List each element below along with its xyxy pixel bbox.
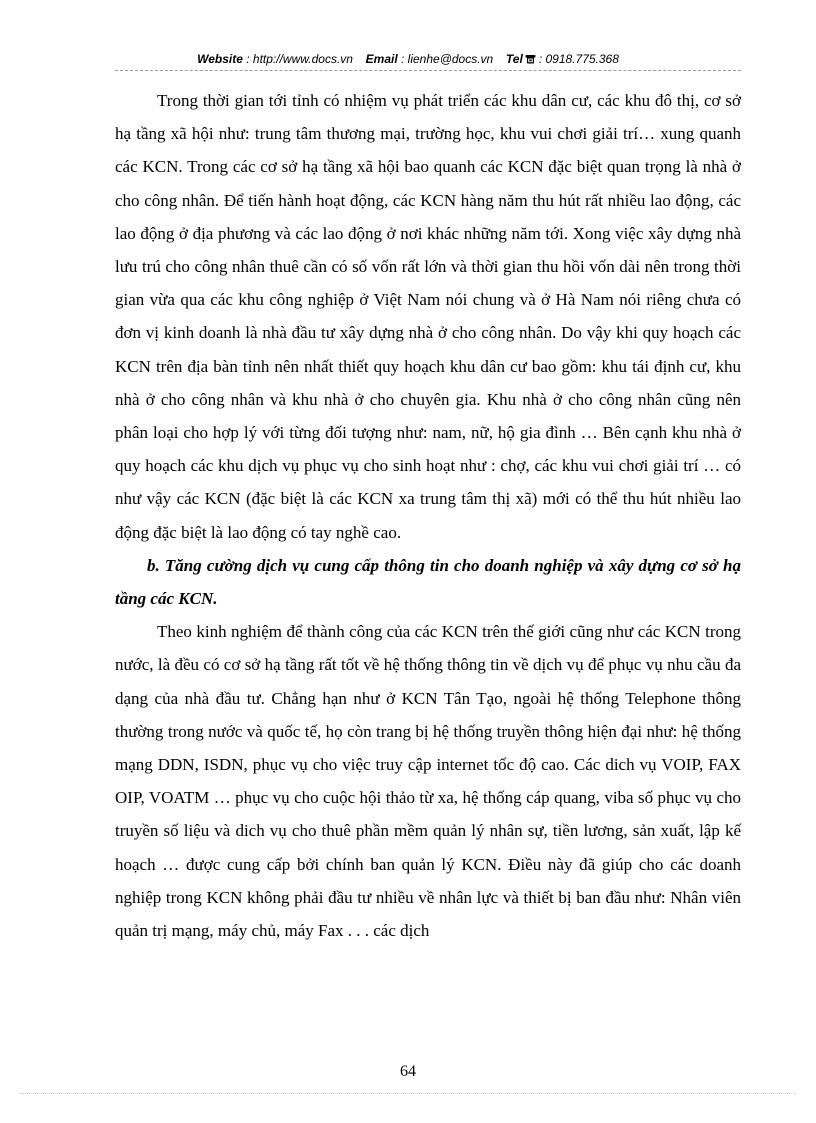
email-label: Email: [365, 52, 398, 66]
telephone-icon: [525, 54, 536, 64]
header-divider: [115, 70, 741, 71]
website-url: : http://www.docs.vn: [246, 52, 353, 66]
document-body: [115, 84, 741, 947]
tel-number: : 0918.775.368: [538, 52, 619, 66]
footer-divider: [20, 1093, 796, 1094]
section-heading: b. Tăng cường dịch vụ cung cấp thông tin cho doanh nghiệp và xây dựng cơ sở hạ tầng các KCN.: [115, 555, 741, 609]
email-address: : lienhe@docs.vn: [401, 52, 494, 66]
body-paragraph: Theo kinh nghiệm để thành công của các KCN trên thế giới cũng như các KCN trong nước, là đều có cơ sở hạ tầng rất tốt về hệ thống thông tin về dịch vụ để phục vụ nhu cầu đa dạng của nhà đầu tư. Chẳng hạn như ở KCN Tân Tạo, ngoài hệ thống Telephone thông thường trong nước và quốc tế, họ còn trang bị hệ thống truyền thông hiện đại như: hệ thống mạng DDN, ISDN, phục vụ cho việc truy cập internet tốc độ cao. Các dich vụ VOIP, FAX OIP, VOATM … phục vụ cho cuộc hội thảo từ xa, hệ thống cáp quang, viba số phục vụ cho truyền số liệu và dich vụ cho thuê phần mềm quản lý nhân sự, tiền lương, sản xuất, lập kế hoạch … được cung cấp bởi chính ban quản lý KCN. Điều này đã giúp cho các doanh nghiệp trong KCN không phải đầu tư nhiều về nhân lực và thiết bị ban đầu như: Nhân viên quản trị mạng, máy chủ, máy Fax . . . các dịch: [115, 622, 741, 941]
page-number: 64: [400, 1063, 416, 1080]
page-header: [0, 51, 816, 67]
body-paragraph: Trong thời gian tới tỉnh có nhiệm vụ phát triển các khu dân cư, các khu đô thị, cơ sở hạ tầng xã hội như: trung tâm thương mại, trường học, khu vui chơi giải trí… xung quanh các KCN. Trong các cơ sở hạ tầng xã hội bao quanh các KCN đặc biệt quan trọng là nhà ở cho công nhân. Để tiến hành hoạt động, các KCN hàng năm thu hút rất nhiều lao động, các lao động ở địa phương và các lao động ở nơi khác những năm tới. Xong việc xây dựng nhà lưu trú cho công nhân thuê cần có số vốn rất lớn và thời gian thu hồi vốn dài nên trong thời gian vừa qua các khu công nghiệp ở Việt Nam nói chung và ở Hà Nam nói riêng chưa có đơn vị kinh doanh là nhà đầu tư xây dựng nhà ở cho công nhân. Do vậy khi quy hoạch các KCN trên địa bàn tỉnh nên nhất thiết quy hoạch khu dân cư bao gồm: khu tái định cư, khu nhà ở cho công nhân và khu nhà ở cho chuyên gia. Khu nhà ở cho công nhân cũng nên phân loại cho hợp lý với từng đối tượng như: nam, nữ, hộ gia đình … Bên cạnh khu nhà ở quy hoạch các khu dịch vụ phục vụ cho sinh hoạt như : chợ, các khu vui chơi giải trí … có như vậy các KCN (đặc biệt là các KCN xa trung tâm thị xã) mới có thể thu hút nhiều lao động đặc biệt là lao động có tay nghề cao.: [115, 91, 741, 542]
website-label: Website: [197, 52, 243, 66]
tel-label: Tel: [505, 52, 523, 66]
